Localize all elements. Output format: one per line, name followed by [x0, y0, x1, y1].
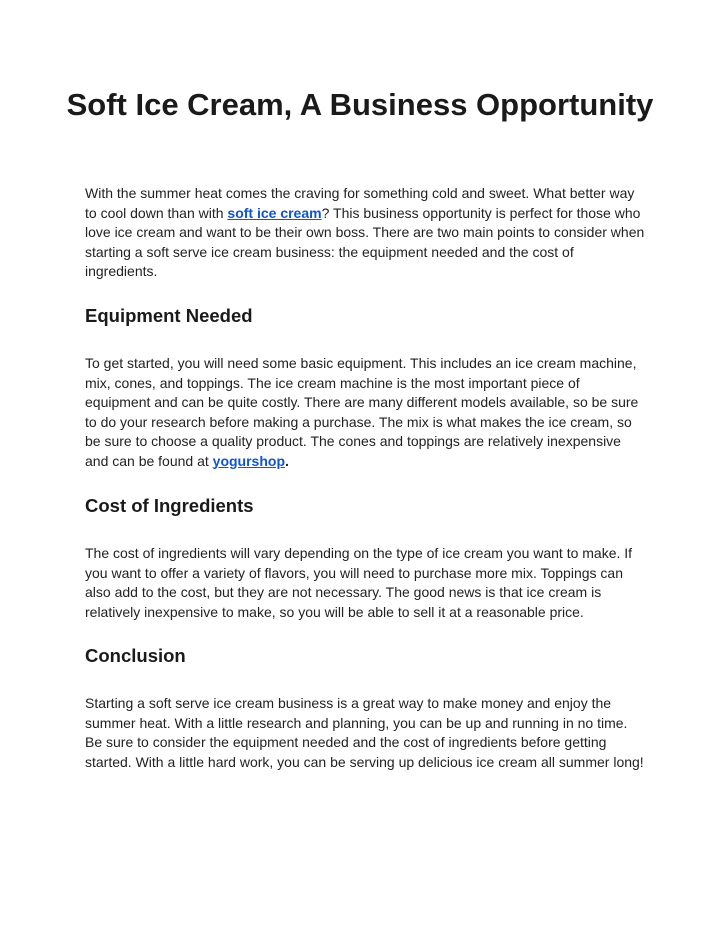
intro-text-before-link: With the summer heat comes the craving for something cold and sweet. What better way to cool down than with — [85, 185, 635, 221]
intro-text-after-link: ? This business opportunity is perfect for those who love ice cream and want to be their own boss. There are two main points to consider when starting a soft serve ice cream business: the equipment needed and the cost of ingredients. — [85, 204, 645, 279]
yogurshop-link[interactable]: yogurshop — [212, 452, 286, 469]
soft-ice-cream-link[interactable]: soft ice cream — [227, 204, 322, 221]
section-heading-cost: Cost of Ingredients — [85, 495, 254, 516]
cost-paragraph: The cost of ingredients will vary depending on the type of ice cream you want to make. If you want to offer a variety of flavors, you will need to purchase more mix. Toppings can also add to the cost, but they are not necessary. The good news is that ice cream is relatively inexpensive to make, so you will be able to sell it at a reasonable price. — [85, 545, 633, 620]
conclusion-paragraph: Starting a soft serve ice cream business is a great way to make money and enjoy the summer heat. With a little research and planning, you can be up and running in no time. Be sure to consider the equipment needed and the cost of ingredients before getting started. With a little hard work, you can be serving up delicious ice cream all summer long! — [85, 695, 644, 770]
intro-paragraph — [85, 184, 645, 282]
equipment-paragraph — [85, 354, 645, 471]
document-title: Soft Ice Cream, A Business Opportunity — [66, 87, 654, 122]
section-heading-equipment: Equipment Needed — [85, 305, 253, 326]
equipment-text-after-link: . — [285, 452, 289, 469]
equipment-text-before-link: To get started, you will need some basic equipment. This includes an ice cream machine, mix, cones, and toppings. The ice cream machine is the most important piece of equipment and can be quite costly. There are many different models available, so be sure to do your research before making a purchase. The mix is what makes the ice cream, so be sure to choose a quality product. The cones and toppings are relatively inexpensive and can be found at — [85, 355, 639, 469]
section-heading-conclusion: Conclusion — [85, 645, 186, 666]
